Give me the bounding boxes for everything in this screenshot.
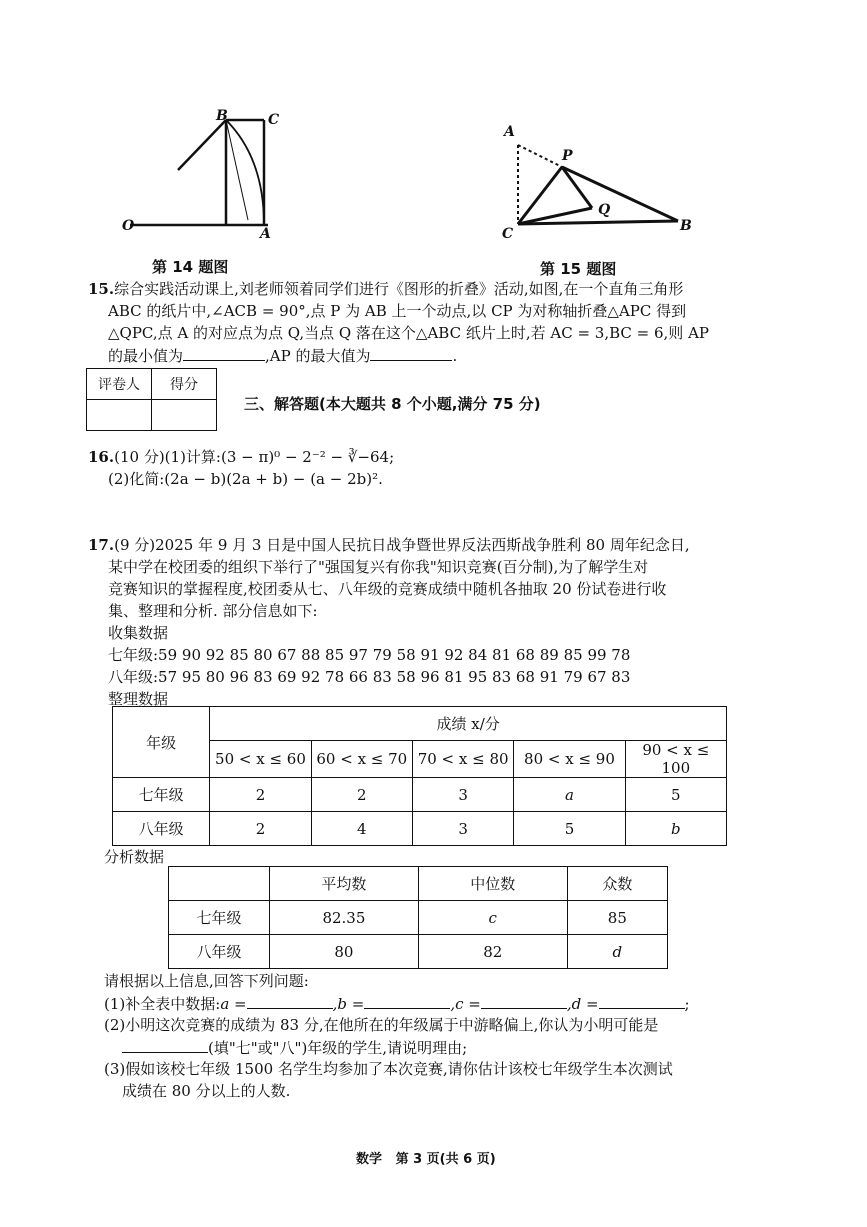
q16-line1: 16.(10 分)(1)计算:(3 − π)⁰ − 2⁻² − ∛−64;	[88, 448, 395, 466]
fig15-point-B: B	[680, 218, 692, 234]
table-row	[113, 778, 727, 812]
q16-number: 16.	[88, 448, 115, 466]
q17-organize-title: 整理数据	[108, 690, 169, 708]
q17-prompt: 请根据以上信息,回答下列问题:	[104, 972, 309, 990]
q17-sub2-line2: (填"七"或"八")年级的学生,请说明理由;	[122, 1036, 467, 1059]
q17-sub2-line1: (2)小明这次竞赛的成绩为 83 分,在他所在的年级属于中游略偏上,你认为小明可能是	[104, 1016, 659, 1034]
table-row	[169, 901, 668, 935]
q17-analysis-title: 分析数据	[104, 848, 165, 866]
table1-cell: 3	[412, 778, 513, 812]
answer-blank-d[interactable]	[599, 992, 685, 1009]
q15-blank-max[interactable]	[370, 344, 452, 361]
table1-cell: b	[625, 812, 726, 846]
q15-number: 15.	[88, 280, 115, 298]
fig15-point-P: P	[562, 148, 573, 164]
fig15-point-Q: Q	[598, 202, 611, 218]
analysis-table	[168, 866, 668, 969]
table1-cell: 5	[625, 778, 726, 812]
figure-15-drawing	[500, 120, 700, 245]
table1-range-2: 60 < x ≤ 70	[311, 741, 412, 778]
q17-collect-title: 收集数据	[108, 624, 169, 642]
table2-header-mean: 平均数	[270, 867, 419, 901]
table1-range-5: 90 < x ≤ 100	[625, 741, 726, 778]
q15-line2: ABC 的纸片中,∠ACB = 90°,点 P 为 AB 上一个动点,以 CP 为对称轴折叠△APC 得到	[108, 302, 687, 320]
table2-cell: d	[567, 935, 667, 969]
score-distribution-table	[112, 706, 727, 846]
table-row	[113, 812, 727, 846]
table2-cell: 85	[567, 901, 667, 935]
table1-cell: 3	[412, 812, 513, 846]
table1-cell: 2	[210, 812, 311, 846]
table1-cell: 4	[311, 812, 412, 846]
grader-score-cell[interactable]	[152, 400, 217, 431]
q17-sub1: (1)补全表中数据:a = ,b = ,c = ,d = ;	[104, 992, 690, 1015]
table1-range-4: 80 < x ≤ 90	[514, 741, 625, 778]
answer-blank-c[interactable]	[481, 992, 567, 1009]
table1-row1-grade: 七年级	[113, 778, 210, 812]
fig14-point-O: O	[122, 218, 135, 234]
fig14-point-C: C	[268, 112, 280, 128]
q17-line2: 某中学在校团委的组织下举行了"强国复兴有你我"知识竞赛(百分制),为了解学生对	[108, 558, 649, 576]
q17-sub3-line1: (3)假如该校七年级 1500 名学生均参加了本次竞赛,请你估计该校七年级学生本次测试	[104, 1060, 673, 1078]
figure-15	[500, 120, 700, 245]
answer-blank-grade[interactable]	[122, 1036, 208, 1053]
q15-blank-min[interactable]	[183, 344, 265, 361]
q17-line4: 集、整理和分析. 部分信息如下:	[108, 602, 318, 620]
table2-cell: 82	[418, 935, 567, 969]
table1-cell: 2	[311, 778, 412, 812]
answer-blank-b[interactable]	[364, 992, 450, 1009]
table2-cell: c	[418, 901, 567, 935]
grader-reviewer-label: 评卷人	[87, 369, 152, 400]
table2-header-empty	[169, 867, 270, 901]
q16-line2: (2)化简:(2a − b)(2a + b) − (a − 2b)².	[108, 470, 383, 488]
grader-score-label: 得分	[152, 369, 217, 400]
table1-cell: 2	[210, 778, 311, 812]
grader-reviewer-cell[interactable]	[87, 400, 152, 431]
table2-row2-grade: 八年级	[169, 935, 270, 969]
table1-range-1: 50 < x ≤ 60	[210, 741, 311, 778]
table1-cell: 5	[514, 812, 625, 846]
table1-row2-grade: 八年级	[113, 812, 210, 846]
fig14-point-A: A	[260, 226, 271, 242]
section3-title: 三、解答题(本大题共 8 个小题,满分 75 分)	[244, 395, 541, 413]
q17-sub3-line2: 成绩在 80 分以上的人数.	[122, 1082, 291, 1100]
q17-line3: 竞赛知识的掌握程度,校团委从七、八年级的竞赛成绩中随机各抽取 20 份试卷进行收	[108, 580, 667, 598]
q15-line1: 15.综合实践活动课上,刘老师领着同学们进行《图形的折叠》活动,如图,在一个直角三角形	[88, 280, 684, 298]
table1-score-header: 成绩 x/分	[210, 707, 727, 741]
table2-header-mode: 众数	[567, 867, 667, 901]
figure-14-caption: 第 14 题图	[152, 258, 229, 276]
table-row	[169, 935, 668, 969]
q15-line4: 的最小值为 ,AP 的最大值为 .	[108, 344, 457, 367]
fig14-point-B: B	[216, 108, 228, 124]
fig15-point-A: A	[504, 124, 515, 140]
page-footer: 数学 第 3 页(共 6 页)	[356, 1152, 496, 1167]
table2-cell: 82.35	[270, 901, 419, 935]
q17-number: 17.	[88, 536, 115, 554]
table2-cell: 80	[270, 935, 419, 969]
table1-range-3: 70 < x ≤ 80	[412, 741, 513, 778]
q17-line1: 17.(9 分)2025 年 9 月 3 日是中国人民抗日战争暨世界反法西斯战争胜利 80 周年纪念日,	[88, 536, 690, 554]
fig15-point-C: C	[502, 226, 514, 242]
figure-15-caption: 第 15 题图	[540, 260, 617, 278]
q17-grade8-data: 八年级:57 95 80 96 83 69 92 78 66 83 58 96 81 95 83 68 91 79 67 83	[108, 668, 631, 686]
figure-14	[118, 108, 288, 242]
table2-header-median: 中位数	[418, 867, 567, 901]
grader-box	[86, 368, 217, 431]
table1-grade-header: 年级	[113, 707, 210, 778]
q17-grade7-data: 七年级:59 90 92 85 80 67 88 85 97 79 58 91 92 84 81 68 89 85 99 78	[108, 646, 631, 664]
table2-row1-grade: 七年级	[169, 901, 270, 935]
figure-14-drawing	[118, 108, 288, 238]
table1-cell: a	[514, 778, 625, 812]
q15-line3: △QPC,点 A 的对应点为点 Q,当点 Q 落在这个△ABC 纸片上时,若 AC = 3,BC = 6,则 AP	[108, 324, 709, 342]
answer-blank-a[interactable]	[247, 992, 333, 1009]
